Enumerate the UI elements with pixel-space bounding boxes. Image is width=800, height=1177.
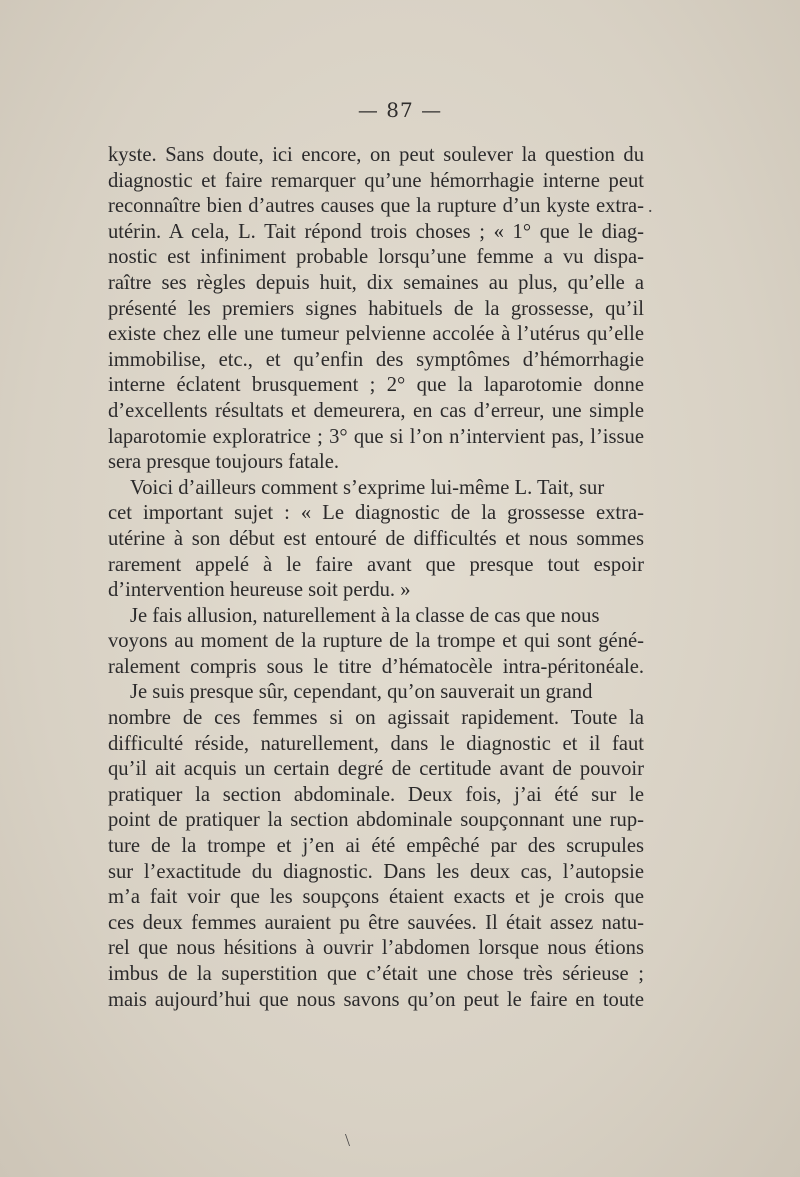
text-line: reconnaître bien d’autres causes que la rupture d’un kyste extra- xyxy=(108,195,644,218)
text-line: diagnostic et faire remarquer qu’une hémorrhagie interne peut xyxy=(108,169,644,192)
body-text xyxy=(108,143,644,1013)
text-line: m’a fait voir que les soupçons étaient exacts et je crois que xyxy=(108,886,644,909)
text-line: interne éclatent brusquement ; 2° que la laparotomie donne xyxy=(108,374,644,397)
text-line: ces deux femmes auraient pu être sauvées. Il était assez natu- xyxy=(108,911,644,934)
text-line: difficulté réside, naturellement, dans le diagnostic et il faut xyxy=(108,732,644,755)
text-line: existe chez elle une tumeur pelvienne accolée à l’utérus qu’elle xyxy=(108,323,644,346)
text-line: d’intervention heureuse soit perdu. » xyxy=(108,579,411,602)
text-line: nostic est infiniment probable lorsqu’une femme a vu dispa- xyxy=(108,246,644,269)
text-line: Je fais allusion, naturellement à la classe de cas que nous xyxy=(130,604,600,627)
text-line: voyons au moment de la rupture de la trompe et qui sont géné- xyxy=(108,630,644,653)
text-line: imbus de la superstition que c’était une chose très sérieuse ; xyxy=(108,963,644,985)
text-line: pratiquer la section abdominale. Deux fois, j’ai été sur le xyxy=(108,783,644,806)
text-line: rarement appelé à le faire avant que presque tout espoir xyxy=(108,553,644,576)
text-line: utérin. A cela, L. Tait répond trois choses ; « 1° que le diag- xyxy=(108,220,644,243)
text-line: point de pratiquer la section abdominale soupçonnant une rup- xyxy=(108,809,644,832)
text-line: Je suis presque sûr, cependant, qu’on sauverait un grand xyxy=(130,681,593,704)
text-line: nombre de ces femmes si on agissait rapidement. Toute la xyxy=(108,707,644,730)
page-number: — 87 — xyxy=(357,98,443,122)
text-line: qu’il ait acquis un certain degré de certitude avant de pouvoir xyxy=(108,758,644,781)
text-line: rel que nous hésitions à ouvrir l’abdomen lorsque nous étions xyxy=(108,937,644,960)
text-line: Voici d’ailleurs comment s’exprime lui-même L. Tait, sur xyxy=(130,476,605,499)
text-line: raître ses règles depuis huit, dix semaines au plus, qu’elle a xyxy=(108,271,644,294)
text-line: présenté les premiers signes habituels de la grossesse, qu’il xyxy=(108,297,644,320)
margin-mark: \ xyxy=(345,1130,351,1150)
text-line: sera presque toujours fatale. xyxy=(108,451,340,474)
text-line: immobilise, etc., et qu’enfin des symptômes d’hémorrhagie xyxy=(108,348,644,371)
text-line: d’excellents résultats et demeurera, en cas d’erreur, une simple xyxy=(108,399,644,422)
text-line: cet important sujet : « Le diagnostic de la grossesse extra- xyxy=(108,502,644,525)
text-line: ture de la trompe et j’en ai été empêché par des scrupules xyxy=(108,835,644,858)
text-line: mais aujourd’hui que nous savons qu’on peut le faire en toute xyxy=(108,988,644,1011)
text-line: ralement compris sous le titre d’hématocèle intra-péritonéale. xyxy=(108,655,644,678)
text-line: sur l’exactitude du diagnostic. Dans les deux cas, l’autopsie xyxy=(108,860,644,883)
text-line: kyste. Sans doute, ici encore, on peut soulever la question du xyxy=(108,144,644,166)
text-line: utérine à son début est entouré de difficultés et nous sommes xyxy=(108,527,644,550)
text-line: laparotomie exploratrice ; 3° que si l’on n’intervient pas, l’issue xyxy=(108,425,644,448)
margin-mark: . xyxy=(648,196,653,216)
